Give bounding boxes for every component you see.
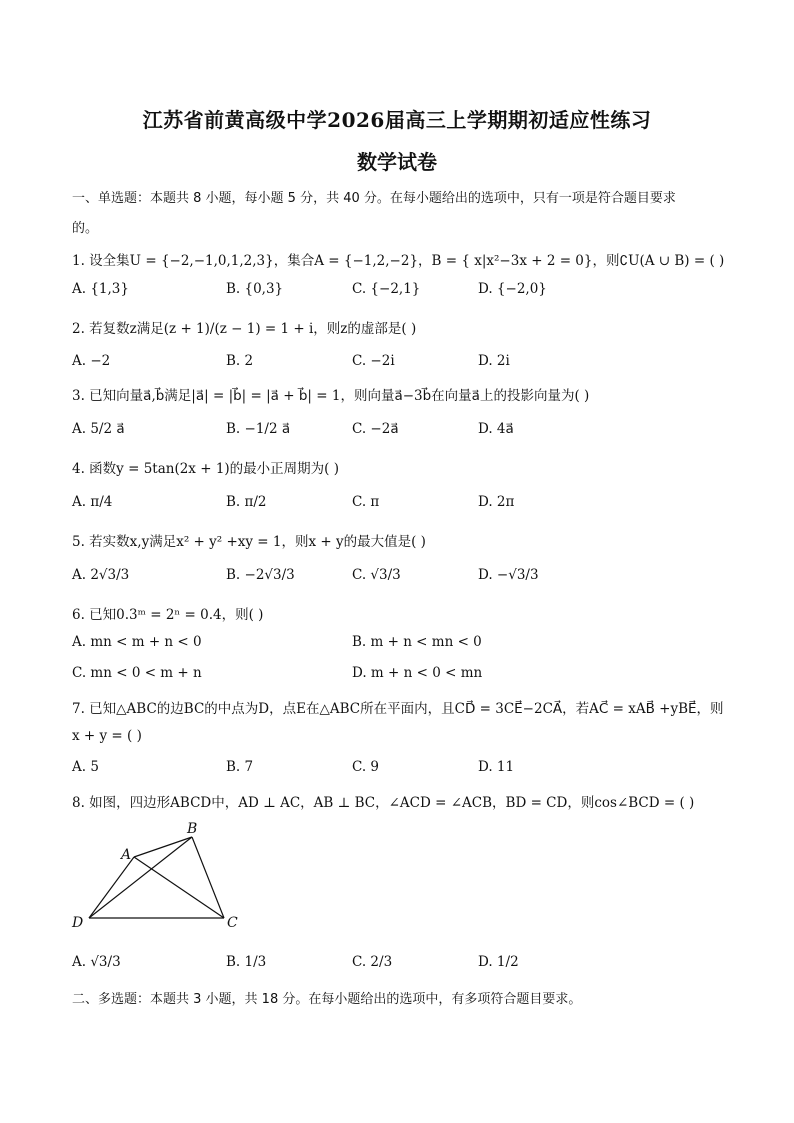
question-5-option-a: A. 2√3/3 [72,567,130,583]
question-5-option-c: C. √3/3 [352,567,401,583]
question-7-option-a: A. 5 [72,759,99,775]
question-5-stem: 5. 若实数x,y满足x² + y² +xy = 1，则x + y的最大值是( ) [72,534,426,550]
question-6-option-b: B. m + n < mn < 0 [352,634,482,650]
question-2-option-b: B. 2 [226,353,254,369]
exam-title: 江苏省前黄高级中学2026届高三上学期期初适应性练习 [142,108,652,132]
question-8-option-a: A. √3/3 [72,954,121,970]
question-7-stem-cont: x + y = ( ) [72,728,142,744]
section2-instructions: 二、多选题：本题共 3 小题，共 18 分。在每小题给出的选项中，有多项符合题目要求。 [72,992,582,1007]
edge-bc [192,837,224,918]
question-6-option-d: D. m + n < 0 < mn [352,665,483,681]
question-3-stem: 3. 已知向量a⃗,b⃗满足|a⃗| = |b⃗| = |a⃗ + b⃗| = 1，则向量a⃗−3b⃗在向量a⃗上的投影向量为( ) [72,388,590,404]
question-1-option-a: A. {1,3} [72,281,129,297]
question-6-option-a: A. mn < m + n < 0 [72,634,202,650]
question-4-option-d: D. 2π [478,494,515,510]
vertex-label-c: C [227,915,238,931]
question-6-stem: 6. 已知0.3ᵐ = 2ⁿ = 0.4，则( ) [72,607,264,623]
edge-ab [134,837,192,857]
question-4-option-c: C. π [352,494,380,510]
question-6-option-c: C. mn < 0 < m + n [72,665,202,681]
question-1-option-d: D. {−2,0} [478,281,547,297]
question-4-option-b: B. π/2 [226,494,267,510]
diagonal-bd [89,837,192,918]
question-7-option-c: C. 9 [352,759,380,775]
question-3-option-a: A. 5/2 a⃗ [72,421,125,437]
question-8-option-c: C. 2/3 [352,954,393,970]
question-3-option-d: D. 4a⃗ [478,421,514,437]
question-2-option-a: A. −2 [72,353,111,369]
question-8-option-d: D. 1/2 [478,954,519,970]
question-1-option-c: C. {−2,1} [352,281,421,297]
question-5-option-b: B. −2√3/3 [226,567,295,583]
section1-instructions-cont: 的。 [72,221,99,236]
question-2-stem: 2. 若复数z满足(z + 1)/(z − 1) = 1 + i，则z的虚部是( ) [72,321,417,337]
question-1-option-b: B. {0,3} [226,281,284,297]
section1-instructions: 一、单选题：本题共 8 小题，每小题 5 分，共 40 分。在每小题给出的选项中，只有一项是符合题目要求 [72,191,676,206]
question-5-option-d: D. −√3/3 [478,567,539,583]
question-3-option-c: C. −2a⃗ [352,421,399,437]
question-7-stem: 7. 已知△ABC的边BC的中点为D，点E在△ABC所在平面内，且CD⃗ = 3CE⃗−2CA⃗，若AC⃗ = xAB⃗ +yBE⃗，则 [72,701,724,717]
vertex-label-d: D [72,915,84,931]
question-7-option-b: B. 7 [226,759,254,775]
question-2-option-c: C. −2i [352,353,395,369]
vertex-label-a: A [121,847,132,863]
question-3-option-b: B. −1/2 a⃗ [226,421,291,437]
question-8-option-b: B. 1/3 [226,954,267,970]
vertex-label-b: B [187,821,198,837]
question-4-stem: 4. 函数y = 5tan(2x + 1)的最小正周期为( ) [72,461,339,477]
quadrilateral-figure [68,818,258,938]
question-4-option-a: A. π/4 [72,494,113,510]
exam-subtitle: 数学试卷 [357,150,437,174]
question-1-stem: 1. 设全集U = {−2,−1,0,1,2,3}，集合A = {−1,2,−2}，B = { x|x²−3x + 2 = 0}，则∁U(A ∪ B) = ( ) [72,253,725,269]
question-7-option-d: D. 11 [478,759,515,775]
diagonal-ac [134,857,224,918]
question-8-stem: 8. 如图，四边形ABCD中，AD ⊥ AC，AB ⊥ BC，∠ACD = ∠ACB，BD = CD，则cos∠BCD = ( ) [72,795,695,811]
question-2-option-d: D. 2i [478,353,510,369]
